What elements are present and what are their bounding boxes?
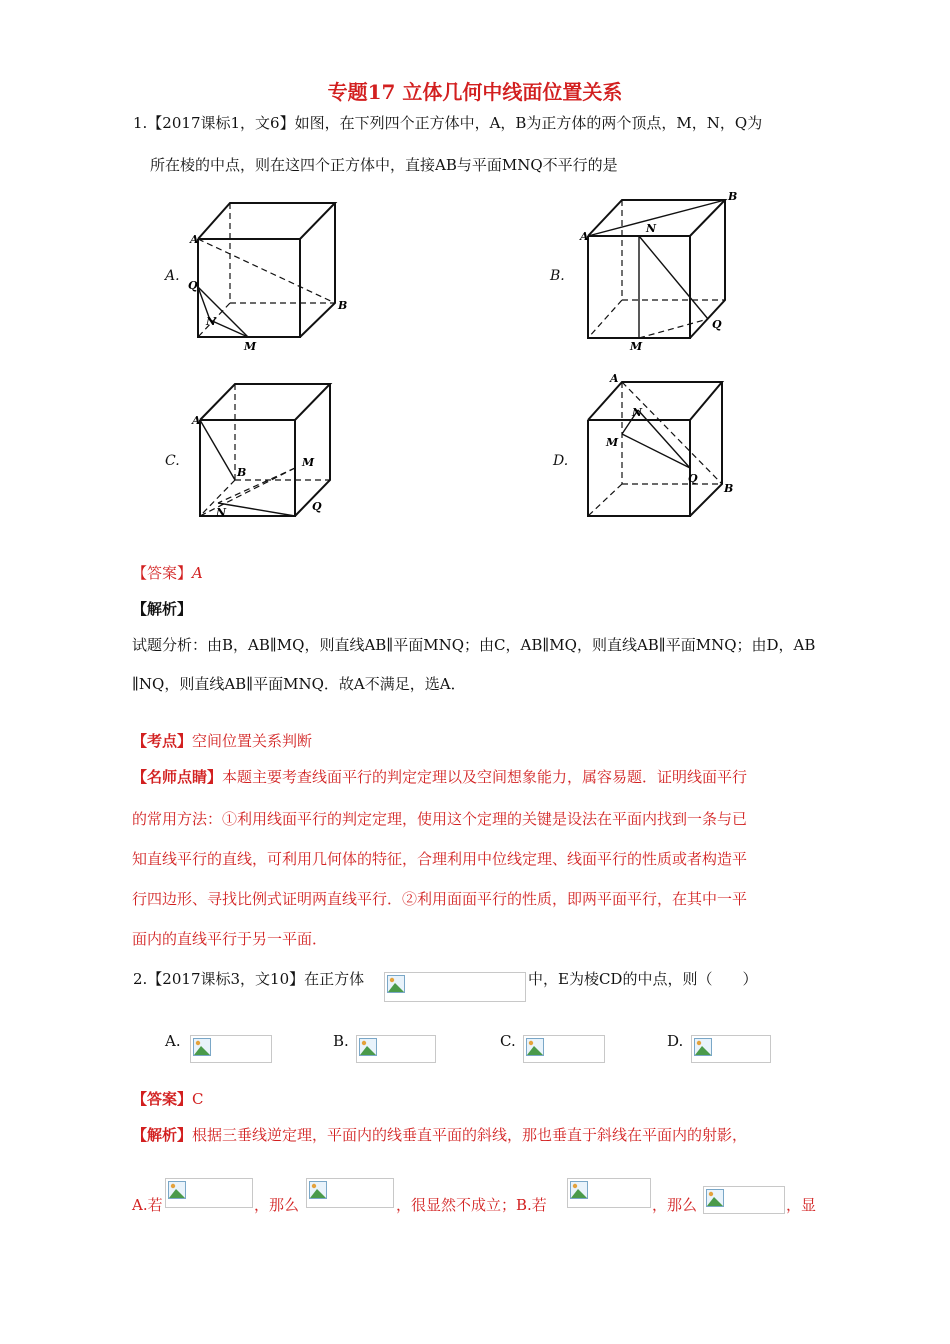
q1-kaodian	[132, 730, 312, 752]
figure-d-label: D.	[553, 453, 569, 469]
figure-a-label: A.	[165, 268, 180, 284]
fig-c-point-b: B	[237, 466, 247, 479]
q1-stem-line2: 所在棱的中点，则在这四个正方体中，直接AB与平面MNQ不平行的是	[150, 156, 618, 174]
q1-mingshi-text1: 本题主要考查线面平行的判定定理以及空间想象能力，属容易题．证明线面平行	[222, 768, 748, 786]
broken-image-icon	[526, 1038, 544, 1056]
q2-analysis	[132, 1124, 747, 1146]
q1-kaodian-text: 空间位置关系判断	[192, 732, 313, 750]
broken-image-icon	[694, 1038, 712, 1056]
broken-image-icon	[359, 1038, 377, 1056]
broken-image-placeholder	[384, 972, 526, 1002]
fig-a-point-q: Q	[188, 279, 198, 292]
q2-answer-value: C	[192, 1090, 204, 1108]
broken-image-icon	[193, 1038, 211, 1056]
fig-d-point-n: N	[632, 406, 643, 419]
q1-stem-line1: 1.【2017课标1，文6】如图，在下列四个正方体中，A，B为正方体的两个顶点，M，N，Q为	[133, 114, 763, 132]
q1-analysis-label: 【解析】	[132, 600, 193, 618]
q1-mingshi-line5: 面内的直线平行于另一平面．	[132, 930, 328, 948]
q2-option-b-image	[356, 1035, 436, 1063]
q2-option-c-label: C.	[500, 1032, 516, 1050]
fig-b-point-a: A	[580, 230, 589, 243]
fig-c-point-n: N	[216, 506, 227, 519]
q2-option-b-label: B.	[333, 1032, 349, 1050]
fig-c-point-a: A	[192, 414, 201, 427]
q2-line-a-image-2	[306, 1178, 394, 1208]
q2-line-a-mid1: ，那么	[254, 1196, 300, 1214]
q1-kaodian-label: 【考点】	[132, 732, 193, 750]
q2-line-a-image-3	[567, 1178, 651, 1208]
q1-answer	[132, 562, 203, 584]
fig-a-point-b: B	[338, 299, 348, 312]
q1-answer-label: 【答案】	[132, 564, 193, 582]
q1-analysis-line2: ∥NQ，则直线AB∥平面MNQ．故A不满足，选A．	[132, 675, 466, 693]
fig-c-point-m: M	[302, 456, 315, 469]
fig-c-point-q: Q	[312, 500, 322, 513]
fig-d-point-a: A	[610, 372, 619, 385]
q1-mingshi-label: 【名师点睛】	[132, 768, 223, 786]
q1-mingshi-line3: 知直线平行的直线，可利用几何体的特征，合理利用中位线定理、线面平行的性质或者构造平	[132, 850, 748, 868]
figure-b-label: B.	[550, 268, 565, 284]
q2-stem-prefix: 2.【2017课标3，文10】在正方体	[133, 970, 365, 988]
q2-line-a-mid3: ，那么	[652, 1196, 698, 1214]
q2-line-a-mid2: ，很显然不成立；B.若	[396, 1196, 547, 1214]
q2-line-a-image-1	[165, 1178, 253, 1208]
figure-c-label: C.	[165, 453, 180, 469]
q2-analysis-label: 【解析】	[132, 1126, 193, 1144]
broken-image-icon	[387, 975, 405, 993]
broken-image-icon	[309, 1181, 327, 1199]
q2-line-a-image-4	[703, 1186, 785, 1214]
fig-a-point-m: M	[244, 340, 257, 353]
q2-option-d-label: D.	[667, 1032, 684, 1050]
figure-b-cube	[580, 188, 740, 353]
fig-d-point-m: M	[606, 436, 619, 449]
q1-mingshi-line2: 的常用方法：①利用线面平行的判定定理，使用这个定理的关键是设法在平面内找到一条与已	[132, 810, 748, 828]
fig-b-point-n: N	[646, 222, 657, 235]
q2-option-d-image	[691, 1035, 771, 1063]
fig-b-point-b: B	[728, 190, 738, 203]
fig-b-point-m: M	[630, 340, 643, 353]
fig-d-point-q: Q	[688, 472, 698, 485]
broken-image-icon	[570, 1181, 588, 1199]
broken-image-icon	[706, 1189, 724, 1207]
q2-option-c-image	[523, 1035, 605, 1063]
page-title: 专题17 立体几何中线面位置关系	[327, 80, 623, 104]
q2-analysis-text: 根据三垂线逆定理，平面内的线垂直平面的斜线，那也垂直于斜线在平面内的射影，	[192, 1126, 748, 1144]
fig-d-point-b: B	[724, 482, 734, 495]
q2-option-a-image	[190, 1035, 272, 1063]
q1-mingshi-line1	[132, 766, 747, 788]
figure-d-cube	[580, 368, 740, 528]
fig-a-point-n: N	[206, 315, 217, 328]
q2-stem-suffix: 中，E为棱CD的中点，则（ ）	[528, 970, 758, 988]
q1-mingshi-line4: 行四边形、寻找比例式证明两直线平行．②利用面面平行的性质，即两平面平行，在其中一平	[132, 890, 748, 908]
q2-option-a-label: A.	[165, 1032, 181, 1050]
fig-b-point-q: Q	[712, 318, 722, 331]
broken-image-icon	[168, 1181, 186, 1199]
fig-a-point-a: A	[190, 233, 199, 246]
q2-answer-label: 【答案】	[132, 1090, 193, 1108]
q2-line-a-end: ，显	[786, 1196, 817, 1214]
figure-c-cube	[190, 378, 350, 528]
q2-answer	[132, 1088, 204, 1110]
q1-analysis-line1: 试题分析：由B，AB∥MQ，则直线AB∥平面MNQ；由C，AB∥MQ，则直线AB∥平面MNQ；由D，AB	[132, 636, 816, 654]
q1-answer-value: A	[192, 564, 203, 582]
figure-a-cube	[190, 195, 350, 355]
q2-line-a-prefix: A.若	[132, 1196, 163, 1214]
